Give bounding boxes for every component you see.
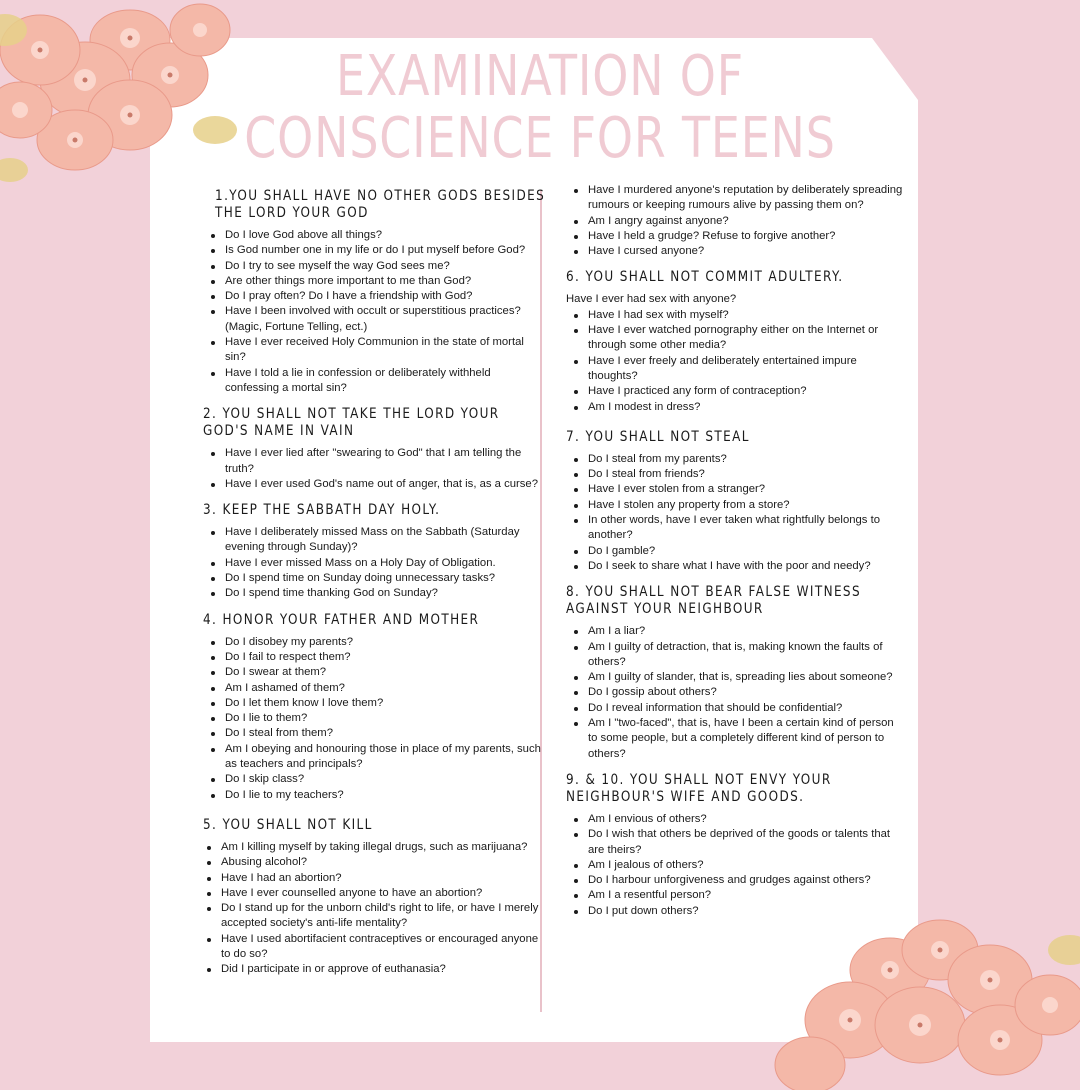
list-item: Am I modest in dress? <box>588 400 906 415</box>
list-item: Have I ever used God's name out of anger, that is, as a curse? <box>225 477 543 492</box>
list-item: Am I guilty of detraction, that is, making known the faults of others? <box>588 640 906 671</box>
list-item: Do I skip class? <box>225 772 543 787</box>
list-item: Do I love God above all things? <box>225 228 543 243</box>
list-item: Have I ever freely and deliberately entertained impure thoughts? <box>588 354 906 385</box>
commandment-5-continued-section <box>566 183 906 259</box>
list-item: Have I ever received Holy Communion in the state of mortal sin? <box>225 335 543 366</box>
list-item: Do I lie to my teachers? <box>225 788 543 803</box>
list-item: Have I held a grudge? Refuse to forgive another? <box>588 229 906 244</box>
question-list <box>566 812 906 919</box>
hydrangea-flower-icon <box>0 0 260 200</box>
list-item: Am I envious of others? <box>588 812 906 827</box>
list-item: Am I a liar? <box>588 624 906 639</box>
section-intro: Have I ever had sex with anyone? <box>566 293 737 306</box>
section-heading: 5. YOU SHALL NOT KILL <box>203 816 373 833</box>
list-item: Do I reveal information that should be confidential? <box>588 701 906 716</box>
right-column <box>566 183 906 929</box>
hydrangea-flower-icon <box>770 910 1080 1090</box>
list-item: Do I steal from them? <box>225 726 543 741</box>
list-item: Am I ashamed of them? <box>225 681 543 696</box>
list-item: Am I jealous of others? <box>588 858 906 873</box>
left-column <box>203 188 546 988</box>
question-list <box>203 228 543 396</box>
list-item: Do I steal from friends? <box>588 467 906 482</box>
list-item: Do I lie to them? <box>225 711 543 726</box>
list-item: Have I used abortifacient contraceptives or encouraged anyone to do so? <box>221 932 543 963</box>
list-item: Have I cursed anyone? <box>588 244 906 259</box>
question-list <box>566 308 906 415</box>
list-item: Did I participate in or approve of euthanasia? <box>221 962 543 977</box>
question-list <box>566 452 906 574</box>
question-list <box>203 525 543 601</box>
list-item: Am I "two-faced", that is, have I been a certain kind of person to some people, but a completely different kind of person to others? <box>588 716 906 762</box>
section-heading: 2. YOU SHALL NOT TAKE THE LORD YOUR GOD'S NAME IN VAIN <box>203 406 500 440</box>
section-heading: 6. YOU SHALL NOT COMMIT ADULTERY. <box>566 269 844 286</box>
section-heading: 3. KEEP THE SABBATH DAY HOLY. <box>203 502 441 519</box>
list-item: Abusing alcohol? <box>221 855 543 870</box>
question-list <box>566 183 906 259</box>
list-item: Do I steal from my parents? <box>588 452 906 467</box>
list-item: Have I ever lied after "swearing to God" that I am telling the truth? <box>225 446 543 477</box>
section-heading: 1.YOU SHALL HAVE NO OTHER GODS BESIDES THE LORD YOUR GOD <box>215 188 546 221</box>
commandment-9-10-section <box>566 772 906 919</box>
list-item: Do I let them know I love them? <box>225 696 543 711</box>
section-heading: 8. YOU SHALL NOT BEAR FALSE WITNESS AGAINST YOUR NEIGHBOUR <box>566 584 861 618</box>
question-list <box>566 624 906 762</box>
commandment-2-section <box>203 406 543 492</box>
list-item: Have I ever stolen from a stranger? <box>588 482 906 497</box>
list-item: Do I wish that others be deprived of the goods or talents that are theirs? <box>588 827 906 858</box>
section-heading: 4. HONOR YOUR FATHER AND MOTHER <box>203 611 480 628</box>
commandment-7-section <box>566 429 906 574</box>
list-item: Have I ever counselled anyone to have an abortion? <box>221 886 543 901</box>
list-item: Do I swear at them? <box>225 665 543 680</box>
list-item: Am I guilty of slander, that is, spreading lies about someone? <box>588 670 906 685</box>
question-list <box>203 840 543 978</box>
list-item: Have I stolen any property from a store? <box>588 498 906 513</box>
section-heading: 7. YOU SHALL NOT STEAL <box>566 428 750 445</box>
list-item: Do I seek to share what I have with the poor and needy? <box>588 559 906 574</box>
commandment-3-section <box>203 502 543 601</box>
list-item: Am I obeying and honouring those in place of my parents, such as teachers and principals? <box>225 742 543 773</box>
section-heading: 9. & 10. YOU SHALL NOT ENVY YOUR NEIGHBOUR'S WIFE AND GOODS. <box>566 771 832 805</box>
list-item: Do I gamble? <box>588 544 906 559</box>
list-item: Do I gossip about others? <box>588 685 906 700</box>
list-item: Have I murdered anyone's reputation by deliberately spreading rumours or keeping rumours alive by passing them on? <box>588 183 906 214</box>
list-item: Do I stand up for the unborn child's right to life, or have I merely accepted society's anti-life mentality? <box>221 901 543 932</box>
list-item: Have I had sex with myself? <box>588 308 906 323</box>
list-item: Do I put down others? <box>588 904 906 919</box>
list-item: Do I spend time thanking God on Sunday? <box>225 586 543 601</box>
commandment-1-section <box>203 188 546 396</box>
page-title-line-2: CONSCIENCE FOR TEENS <box>244 106 836 171</box>
list-item: Have I deliberately missed Mass on the Sabbath (Saturday evening through Sunday)? <box>225 525 543 556</box>
list-item: Have I ever missed Mass on a Holy Day of Obligation. <box>225 556 543 571</box>
list-item: Am I a resentful person? <box>588 888 906 903</box>
page-title-line-1: EXAMINATION OF <box>336 44 744 109</box>
list-item: Do I harbour unforgiveness and grudges against others? <box>588 873 906 888</box>
list-item: Am I angry against anyone? <box>588 214 906 229</box>
list-item: Am I killing myself by taking illegal drugs, such as marijuana? <box>221 840 543 855</box>
list-item: Do I fail to respect them? <box>225 650 543 665</box>
list-item: Do I spend time on Sunday doing unnecessary tasks? <box>225 571 543 586</box>
list-item: Have I told a lie in confession or deliberately withheld confessing a mortal sin? <box>225 366 543 397</box>
list-item: Have I had an abortion? <box>221 871 543 886</box>
list-item: Have I ever watched pornography either on the Internet or through some other media? <box>588 323 906 354</box>
list-item: Are other things more important to me than God? <box>225 274 543 289</box>
list-item: In other words, have I ever taken what rightfully belongs to another? <box>588 513 906 544</box>
list-item: Have I been involved with occult or superstitious practices? (Magic, Fortune Telling, ect.) <box>225 304 543 335</box>
commandment-8-section <box>566 584 906 762</box>
list-item: Do I disobey my parents? <box>225 635 543 650</box>
commandment-5-section <box>203 817 543 978</box>
question-list <box>203 635 543 803</box>
question-list <box>203 446 543 492</box>
list-item: Do I try to see myself the way God sees me? <box>225 259 543 274</box>
list-item: Have I practiced any form of contraception? <box>588 384 906 399</box>
commandment-6-section <box>566 269 906 414</box>
commandment-4-section <box>203 612 543 803</box>
list-item: Do I pray often? Do I have a friendship with God? <box>225 289 543 304</box>
list-item: Is God number one in my life or do I put myself before God? <box>225 243 543 258</box>
